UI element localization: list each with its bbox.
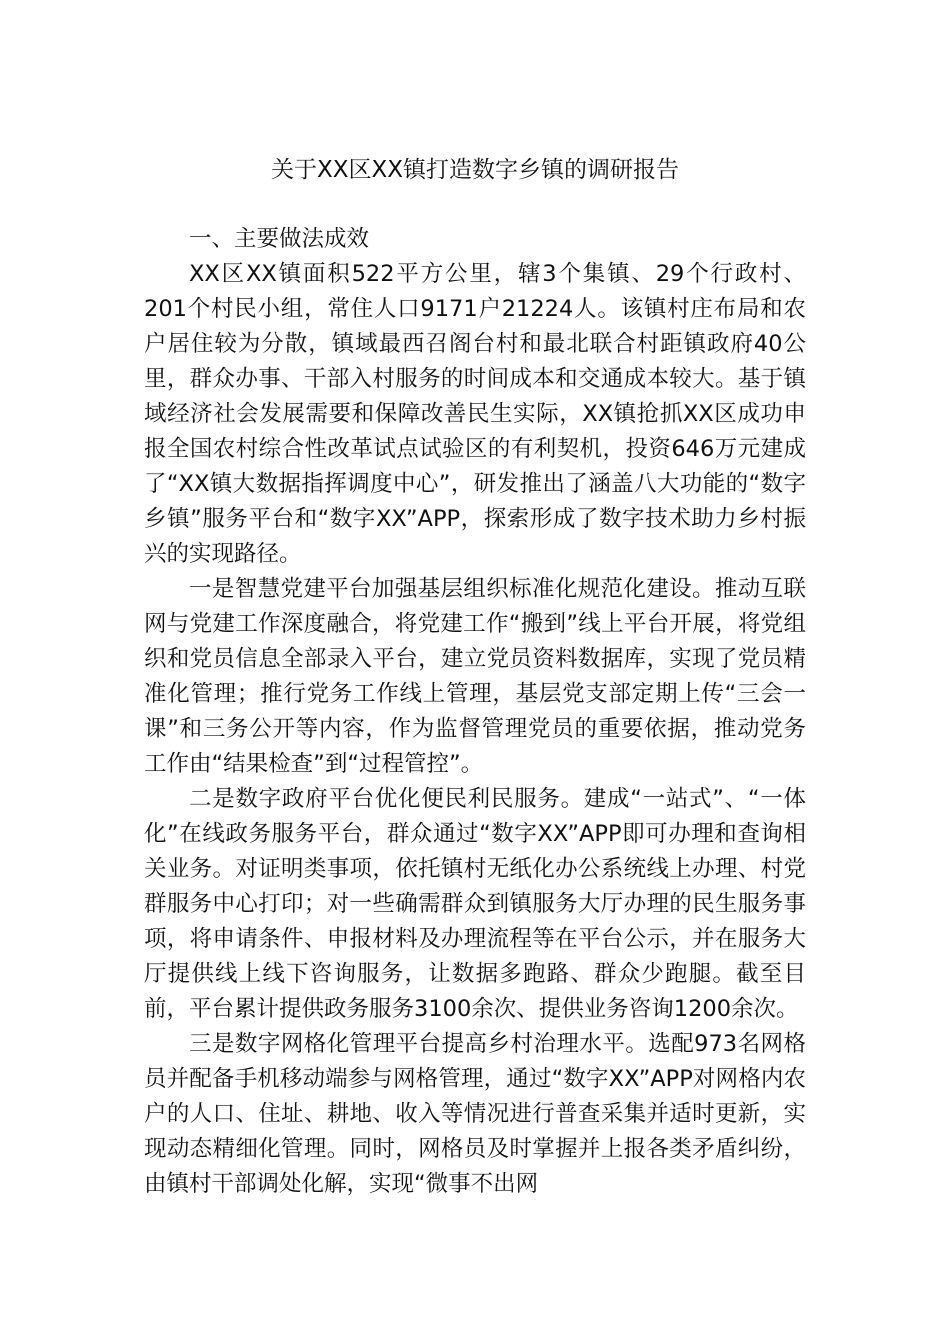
section-heading: 一、主要做法成效 xyxy=(189,226,370,252)
document-title: 关于XX区XX镇打造数字乡镇的调研报告 xyxy=(270,157,680,183)
paragraph-overview: XX区XX镇面积522平方公里，辖3个集镇、29个行政村、201个村民小组，常住人口9171户21224人。该镇村庄布局和农户居住较为分散，镇域最西召阁台村和最北联合村距镇政府40公里，群众办事、干部入村服务的时间成本和交通成本较大。基于镇域经济社会发展需要和保障改善民生实际，XX镇抢抓XX区成功申报全国农村综合性改革试点试验区的有利契机，投资646万元建成了“XX镇大数据指挥调度中心”，研发推出了涵盖八大功能的“数字乡镇”服务平台和“数字XX”APP，探索形成了数字技术助力乡村振兴的实现路径。 xyxy=(144,261,806,567)
paragraph-grid-management: 三是数字网格化管理平台提高乡村治理水平。选配973名网格员并配备手机移动端参与网格管理，通过“数字XX”APP对网格内农户的人口、住址、耕地、收入等情况进行普查采集并适时更新，实现动态精细化管理。同时，网格员及时掌握并上报各类矛盾纠纷，由镇村干部调处化解，实现“微事不出网 xyxy=(144,1031,806,1197)
document-body xyxy=(144,222,806,1202)
paragraph-smart-party-building: 一是智慧党建平台加强基层组织标准化规范化建设。推动互联网与党建工作深度融合，将党建工作“搬到”线上平台开展，将党组织和党员信息全部录入平台，建立党员资料数据库，实现了党员精准化管理；推行党务工作线上管理，基层党支部定期上传“三会一课”和三务公开等内容，作为监督管理党员的重要依据，推动党务工作由“结果检查”到“过程管控”。 xyxy=(144,576,806,777)
paragraph-digital-government: 二是数字政府平台优化便民利民服务。建成“一站式”、“一体化”在线政务服务平台，群众通过“数字XX”APP即可办理和查询相关业务。对证明类事项，依托镇村无纸化办公系统线上办理、村党群服务中心打印；对一些确需群众到镇服务大厅办理的民生服务事项，将申请条件、申报材料及办理流程等在平台公示，并在服务大厅提供线上线下咨询服务，让数据多跑路、群众少跑腿。截至目前，平台累计提供政务服务3100余次、提供业务咨询1200余次。 xyxy=(144,786,806,1022)
